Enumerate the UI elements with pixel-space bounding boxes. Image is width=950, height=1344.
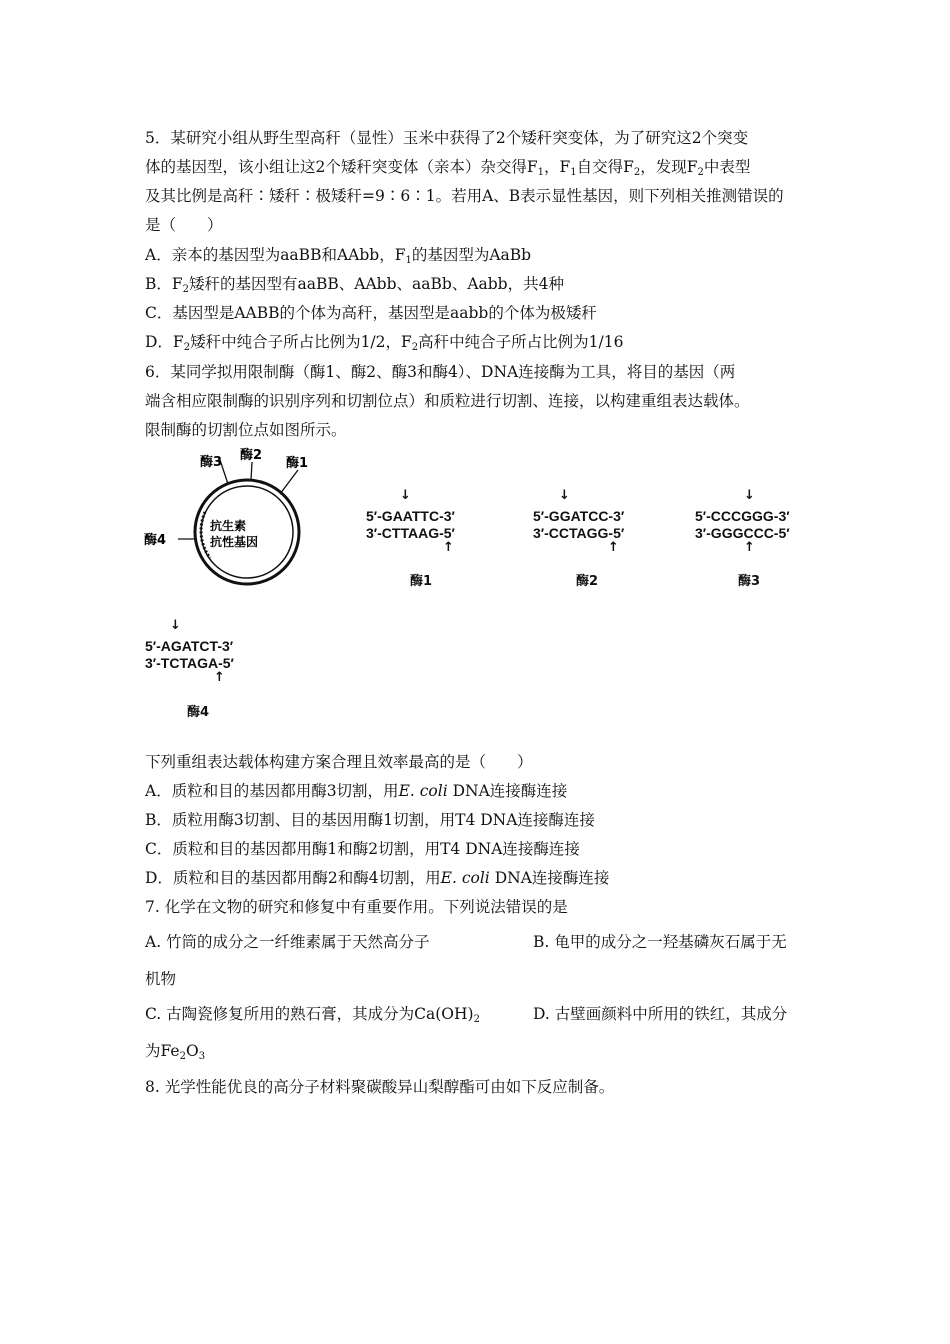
q5-stem-line-2: 体的基因型，该小组让这2个矮秆突变体（亲本）杂交得$F_1$，$F_1$自交得$F_2$，发现$F_2$中表型 (145, 158, 751, 178)
enzyme3-top-strand: 5′-CCCGGG-3′ (695, 508, 790, 524)
enzyme3-bottom-arrow: ↑ (744, 540, 755, 555)
q7-option-a: A. 竹筒的成分之一纤维素属于天然高分子 (145, 933, 430, 951)
q6-option-d: D．质粒和目的基因都用酶2和酶4切割，用E. coli DNA连接酶连接 (145, 869, 610, 887)
enzyme2-bottom-strand: 3′-CCTAGG-5′ (533, 525, 625, 541)
q5-stem-line-3: 及其比例是高秆∶矮秆∶极矮秆=9∶6∶1。若用A、B表示显性基因，则下列相关推测错误的 (145, 187, 784, 205)
enzyme3-bottom-strand: 3′-GGGCCC-5′ (695, 525, 790, 541)
plasmid-label-enzyme4: 酶4 (144, 533, 167, 548)
q6-question: 下列重组表达载体构建方案合理且效率最高的是（ ） (145, 753, 533, 771)
q5-option-b: B．$F_2$矮秆的基因型有aaBB、AAbb、aaBb、Aabb，共4种 (145, 275, 564, 295)
q6-stem-line-2: 端含相应限制酶的识别序列和切割位点）和质粒进行切割、连接，以构建重组表达载体。 (145, 392, 750, 410)
enzyme1-bottom-arrow: ↑ (443, 540, 454, 555)
q6-option-b: B．质粒用酶3切割、目的基因用酶1切割，用T4 DNA连接酶连接 (145, 811, 595, 829)
enzyme1-site-line (280, 470, 298, 494)
q7-option-c: C. 古陶瓷修复所用的熟石膏，其成分为$Ca(OH)_2$ (145, 1005, 480, 1025)
q7-option-d-continued: 为$Fe_2O_3$ (145, 1042, 206, 1062)
q7-option-b-continued: 机物 (145, 970, 177, 988)
q6-stem-line-3: 限制酶的切割位点如图所示。 (145, 421, 347, 439)
enzyme2-bottom-arrow: ↑ (608, 540, 619, 555)
enzyme4-bottom-strand: 3′-TCTAGA-5′ (145, 655, 234, 671)
enzyme2-top-arrow: ↓ (559, 488, 570, 503)
enzyme1-top-arrow: ↓ (400, 488, 411, 503)
q6-option-a: A．质粒和目的基因都用酶3切割，用E. coli DNA连接酶连接 (145, 782, 568, 800)
enzyme4-bottom-arrow: ↑ (214, 670, 225, 685)
q5-stem-line-1: 5．某研究小组从野生型高秆（显性）玉米中获得了2个矮秆突变体，为了研究这2个突变 (145, 129, 749, 147)
plasmid-label-enzyme1: 酶1 (286, 456, 309, 471)
enzyme3-label: 酶3 (738, 574, 761, 589)
q7-stem: 7. 化学在文物的研究和修复中有重要作用。下列说法错误的是 (145, 898, 568, 916)
enzyme4-top-arrow: ↓ (170, 618, 181, 633)
plasmid-label-enzyme3: 酶3 (200, 455, 223, 470)
q5-stem-line-4: 是（ ） (145, 216, 223, 234)
q7-option-d: D. 古壁画颜料中所用的铁红，其成分 (533, 1005, 788, 1023)
q6-option-c: C．质粒和目的基因都用酶1和酶2切割，用T4 DNA连接酶连接 (145, 840, 580, 858)
q8-stem: 8. 光学性能优良的高分子材料聚碳酸异山梨醇酯可由如下反应制备。 (145, 1078, 615, 1096)
plasmid-label-enzyme2: 酶2 (240, 448, 263, 463)
q7-option-b: B. 龟甲的成分之一羟基磷灰石属于无 (533, 933, 787, 951)
gene-label-line-2: 抗性基因 (210, 535, 259, 549)
plasmid-diagram (140, 440, 320, 590)
enzyme1-top-strand: 5′-GAATTC-3′ (366, 508, 455, 524)
gene-label-line-1: 抗生素 (210, 519, 247, 533)
q5-option-c: C．基因型是AABB的个体为高秆，基因型是aabb的个体为极矮秆 (145, 304, 597, 322)
enzyme2-top-strand: 5′-GGATCC-3′ (533, 508, 625, 524)
q5-option-d: D．$F_2$矮秆中纯合子所占比例为1/2，$F_2$高秆中纯合子所占比例为1/16 (145, 333, 624, 353)
enzyme1-bottom-strand: 3′-CTTAAG-5′ (366, 525, 455, 541)
q6-stem-line-1: 6．某同学拟用限制酶（酶1、酶2、酶3和酶4）、DNA连接酶为工具，将目的基因（两 (145, 363, 736, 381)
enzyme2-label: 酶2 (576, 574, 599, 589)
q5-option-a: A．亲本的基因型为aaBB和AAbb，$F_1$的基因型为AaBb (145, 246, 532, 266)
enzyme4-label: 酶4 (187, 705, 210, 720)
enzyme4-top-strand: 5′-AGATCT-3′ (145, 638, 234, 654)
enzyme3-top-arrow: ↓ (744, 488, 755, 503)
enzyme1-label: 酶1 (410, 574, 433, 589)
enzyme2-site-line (251, 462, 252, 480)
